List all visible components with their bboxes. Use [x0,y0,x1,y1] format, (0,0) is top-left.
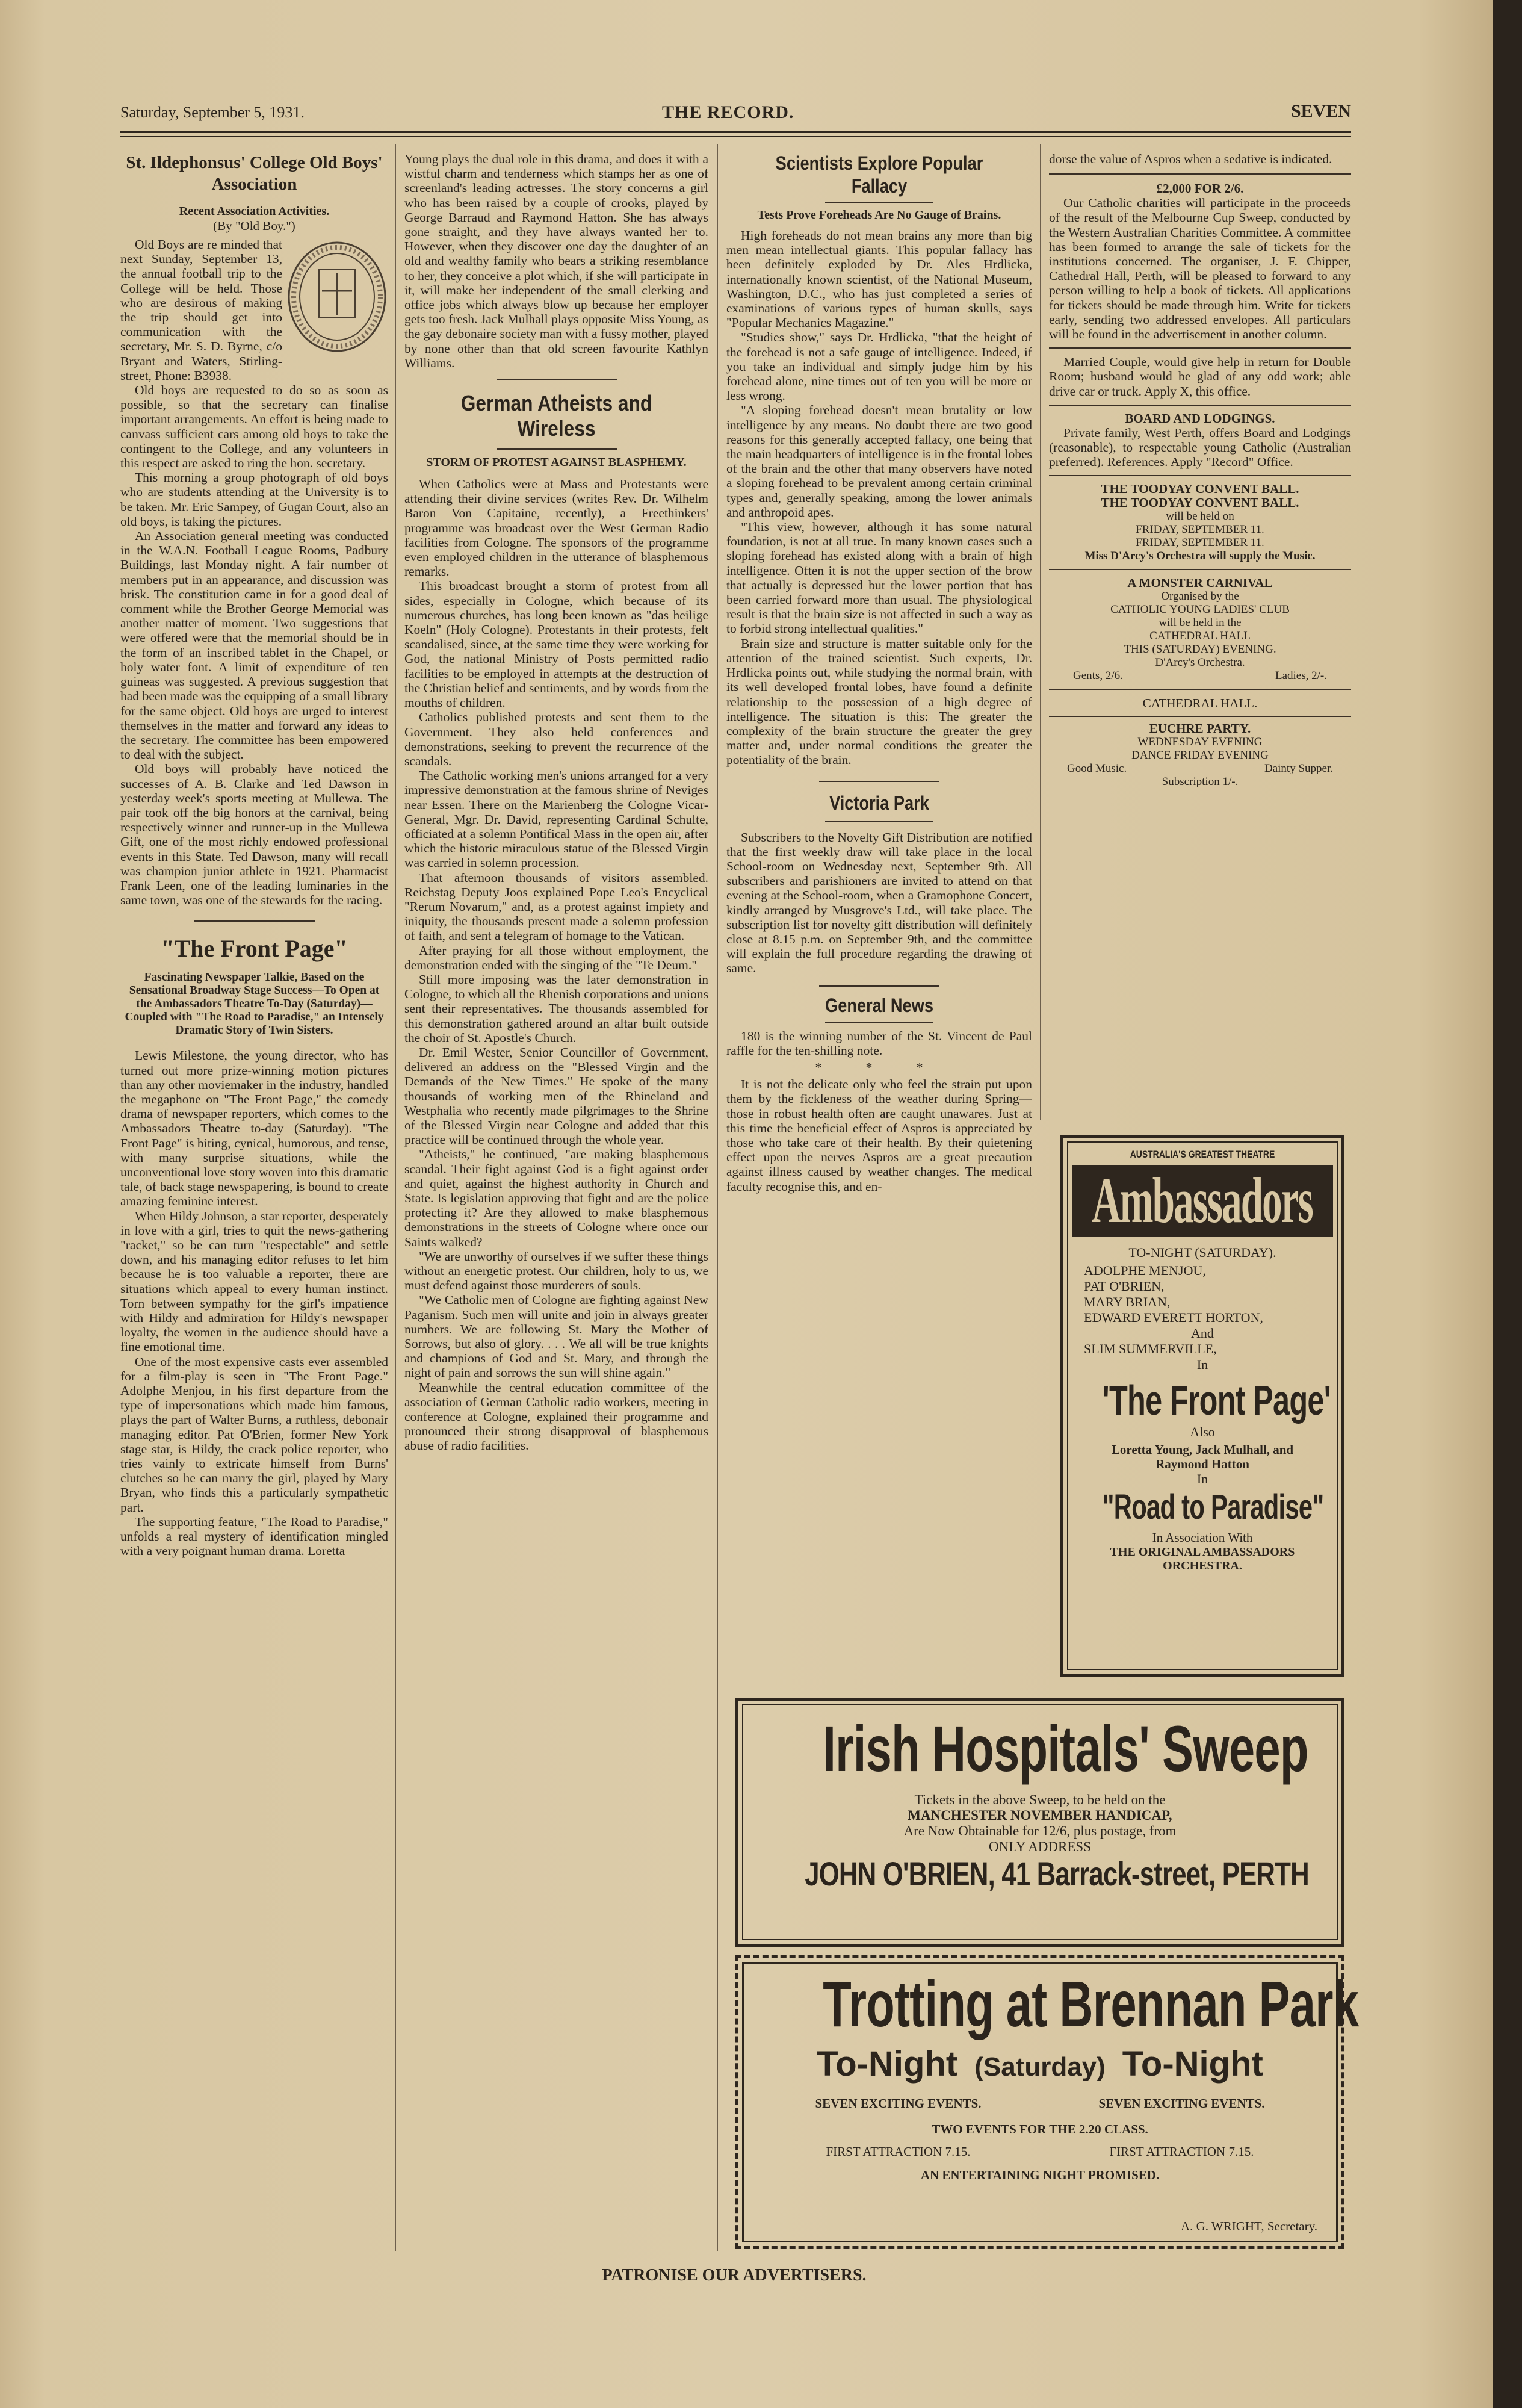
film-title: "Road to Paradise" [1102,1488,1324,1527]
ad-line: Are Now Obtainable for 12/6, plus postage, from [903,1823,1177,1839]
paragraph: Meanwhile the central education committee of the association of German Catholic radio workers, meeting in conference at Cologne, explained their programme and pronounced their strong disapproval of blasphemous abuse of radio facilities. [404,1380,708,1453]
paragraph: "We are unworthy of ourselves if we suffer these things without an energetic protest. Our children, holy to us, we must defend against those murderers of souls. [404,1249,708,1293]
attraction-time: FIRST ATTRACTION 7.15. [826,2144,971,2159]
notice-line: Subscription 1/-. [1162,775,1239,789]
notice-line: CATHEDRAL HALL [1149,630,1251,643]
divider [825,202,933,203]
column-rule [395,144,396,2251]
paragraph: "A sloping forehead doesn't mean brutality or low intelligence by any means. No doubt there are two good reasons for this generally accepted fallacy, one being that the main headquarters of intelligence is in the frontal lobes of the brain and the other that many observers have noted a sloping forehead to be prevalent among certain criminal types and, generally speaking, among the lower animals and anthropoid apes. [726,403,1032,520]
article-body [1049,196,1351,341]
ad-address: JOHN O'BRIEN, 41 Barrack-street, PERTH [805,1855,1309,1893]
article-subheading: Recent Association Activities. [179,205,330,218]
paragraph: Still more imposing was the later demonstration in Cologne, to which all the Rhenish corporations and unions sent their representatives. The thousands assembled for this demonstration gathered around an altar built outside the choir of St. Apostle's Church. [404,972,708,1045]
divider [1049,173,1351,175]
ad-line: MANCHESTER NOVEMBER HANDICAP, [908,1808,1172,1823]
cast-member: And [1191,1326,1214,1341]
notice-heading: THE TOODYAY CONVENT BALL. [1101,482,1299,497]
paragraph: When Hildy Johnson, a star reporter, desperately in love with a girl, tries to quit the news-gathering "racket," so be can turn "respectable" and settle down, and his managing editor refuses to let him because he is too valuable a reporter, there are situations which appeal to every human instinct. Torn between sympathy for the girl's impatience with Hildy and admiration for Hildy's newspaper loyalty, the women in the audience should have a fine emotional time. [120,1208,388,1354]
events-label: SEVEN EXCITING EVENTS. [1098,2096,1265,2111]
admission-gents: Gents, 2/6. [1073,669,1123,683]
ad-line: TO-NIGHT (SATURDAY). [1128,1245,1276,1260]
notice-line: FRIDAY, SEPTEMBER 11. [1136,523,1264,536]
separator-stars: * * * [815,1060,944,1075]
paragraph: Young plays the dual role in this drama, and does it with a wistful charm and tenderness which stamps her as one of screenland's leading actresses. The story concerns a girl who has been raised by a couple of crooks, played by George Barraud and Raymond Hatton. She has always gone straight, and they have always wanted her to. However, when they discover one day the daughter of an old and wealthy family who bears a striking resemblance to her, they conceive a plot which, if she will participate in it, will make her independent of the small clerking and office jobs which always blow up because her employer gets too fresh. Jack Mulhall plays opposite Miss Young, as the gay debonaire society man with a fussy mother, played by none other than that old screen favourite Kathlyn Williams. [404,152,708,370]
divider [1049,716,1351,717]
article-subheading: STORM OF PROTEST AGAINST BLASPHEMY. [426,456,687,470]
paragraph: High foreheads do not mean brains any more than big men mean intellectual giants. This popular fallacy has been definitely exploded by Dr. Ales Hrdlicka, internationally known scientist, of the National Museum, Washington, D.C., who has just completed a series of examinations of various types of human skulls, says "Popular Mechanics Magazine." [726,228,1032,330]
cast-member: MARY BRIAN, [1084,1294,1171,1309]
masthead [120,101,1351,125]
divider [497,379,617,380]
paragraph: "Atheists," he continued, "are making blasphemous scandal. Their fight against God is a fight against order and quiet, against the highest authority in Church and State. Is legislation approving that fight and are the police protecting it? Are they allowed to make blasphemous demonstrations in the streets of Cologne where once our Saints walked? [404,1147,708,1249]
article-body [1049,152,1351,166]
divider [1049,475,1351,476]
column-rule [1040,144,1041,1120]
page-number: SEVEN [1290,101,1351,121]
article-heading: German Atheists and Wireless [460,391,652,441]
paragraph: This morning a group photograph of old boys who are students attending at the University is to be taken. Mr. Eric Sampey, of Gugan Court, also an old boys, is taking the pictures. [120,470,388,529]
paragraph: Catholics published protests and sent them to the Government. They also held conferences and demonstrations, seeking to prevent the recurrence of the scandals. [404,710,708,768]
divider [819,781,939,782]
college-crest [286,240,388,354]
notice-line: will be held in the [1159,616,1242,630]
divider [825,821,933,822]
paragraph: The supporting feature, "The Road to Paradise," unfolds a real mystery of identification mingled with a very poignant human drama. Loretta [120,1514,388,1559]
article-body [726,1029,1032,1194]
article-body [726,228,1032,768]
events-label: SEVEN EXCITING EVENTS. [815,2096,982,2111]
ambassadors-ad [1060,1135,1344,1677]
paragraph: Lewis Milestone, the young director, who has turned out more prize-winning motion pictures than any other moviemaker in the industry, handled the megaphone on "The Front Page," the comedy drama of newspaper reporters, which comes to the Ambassadors Theatre to-day (Saturday). "The Front Page" is biting, cynical, humorous, and tense, with many surprise situations, while the unconventional love story woven into this dramatic tale, of back stage newspapering, is bound to create amazing feminine interest. [120,1048,388,1209]
article-heading: "The Front Page" [161,935,348,963]
paragraph: Our Catholic charities will participate in the proceeds of the result of the Melbourne Cup Sweep, conducted by the Western Australian Charities Committee. A committee has been formed to arrange the sale of tickets for the institutions concerned. The organiser, J. F. Chipper, Cathedral Hall, Perth, will be pleased to forward to any person willing to help a book of tickets. All applications for tickets should be made through him. Write for tickets early, sending two addressed envelopes. All particulars will be found in the advertisement in another column. [1049,196,1351,342]
notice-heading: CATHEDRAL HALL. [1142,696,1258,711]
divider [1049,689,1351,690]
paragraph: Private family, West Perth, offers Board and Lodgings (reasonable), to respectable young Catholic (Australian preferred). References. Apply "Record" Office. [1049,425,1351,470]
ad-line: Tickets in the above Sweep, to be held on the [914,1792,1166,1807]
article-body [404,477,708,1453]
notice-item: Good Music. [1067,762,1127,775]
cast-member: ADOLPHE MENJOU, [1084,1263,1206,1278]
cast-member: SLIM SUMMERVILLE, [1084,1341,1217,1356]
paragraph: When Catholics were at Mass and Protestants were attending their divine services (writes Rev. Dr. Wilhelm Baron Von Capitaine, recently), a Freethinkers' programme was broadcast over the West German Radio facilities from Cologne. The sponsors of the programme even employed children in the utterance of blasphemous remarks. [404,477,708,579]
divider [1049,347,1351,349]
divider [1049,405,1351,406]
tonight-label: To-Night [1122,2044,1263,2084]
notice-heading: £2,000 FOR 2/6. [1156,181,1244,196]
article-heading: Scientists Explore Popular Fallacy [775,152,983,197]
classified-ad [1049,426,1351,470]
notice-line: will be held on [1166,510,1234,523]
cast-member: In [1196,1357,1208,1372]
paragraph: "Studies show," says Dr. Hrdlicka, "that the height of the forehead is not a safe gauge of intelligence. Indeed, if you take an individual and simply judge him by his forehead alone, nine times out of ten you will be more or less wrong. [726,330,1032,403]
paragraph: After praying for all those without employment, the demonstration ended with the singing of the "Te Deum." [404,943,708,972]
paragraph: "We Catholic men of Cologne are fighting against New Paganism. Such men will unite and join in always greater numbers. We are following St. Mary the Mother of Sorrows, but also of glory. . . . We all will be true knights and champions of God and St. Mary, and through the night of pain and sorrows the sun will shine again." [404,1292,708,1380]
article-byline: (By "Old Boy.") [213,219,295,233]
book-binding-edge [1493,0,1522,2408]
theatre-name: Ambassadors [1092,1165,1313,1237]
article-subheading: Fascinating Newspaper Talkie, Based on the Sensational Broadway Stage Success—To Open at the Ambassadors Theatre To-Day (Saturday)—Coupled with "The Road to Paradise," an Intensely Dramatic Story of Twin Sisters. [125,971,384,1037]
notice-heading: A MONSTER CARNIVAL [1127,576,1273,591]
article-body [120,1048,388,1558]
masthead-rule-2 [120,136,1351,137]
paragraph: That afternoon thousands of visitors assembled. Reichstag Deputy Joos explained Pope Leo's Encyclical "Rerum Novarum," and, as a protest against impiety and iniquity, the thousands present made a solemn profession of faith, and sent a telegram of homage to the Vatican. [404,870,708,943]
attraction-time: FIRST ATTRACTION 7.15. [1109,2144,1254,2159]
ad-theatre-name [1072,1165,1333,1237]
saturday-label: (Saturday) [974,2052,1106,2082]
page-footer: PATRONISE OUR ADVERTISERS. [602,2266,867,2285]
notice-line [1049,762,1351,775]
paragraph: Old boys will probably have noticed the successes of A. B. Clarke and Ted Dawson in yesterday week's sports meeting at Mullewa. The pair took off the big honors at the carnival, being respectively winner and runner-up in the Mullewa Gift, one of the most richly endowed professional events in this State. Ted Dawson, many will recall was champion junior athlete in 1921. Pharmacist Frank Leen, one of the leading luminaries in the same town, was one of the stewards for the racing. [120,762,388,908]
article-body [404,152,708,370]
paragraph: Old boys are requested to do so as soon as possible, so that the secretary can finalise important arrangements. An effort is being made to canvass sufficient cars among old boys to take the contingent to the College, and any volunteers in this respect are asked to ring the hon. secretary. [120,383,388,471]
article-heading: General News [825,994,933,1016]
notice-heading: THE TOODYAY CONVENT BALL. [1101,495,1299,510]
issue-date: Saturday, September 5, 1931. [120,104,305,121]
notice-line: CATHOLIC YOUNG LADIES' CLUB [1110,603,1290,616]
divider [497,448,617,450]
notice-item: Dainty Supper. [1264,762,1333,775]
cast-member: PAT O'BRIEN, [1084,1279,1165,1294]
paragraph: "This view, however, although it has some natural foundation, is not at all true. In many known cases such a sloping forehead has existed along with a brain of high intelligence. Often it is not the upper section of the brow that actually is depressed but the lower portion that has been carried forward more than usual. The physiological result is that the brain size is not affected in such a way as to forbid strong intellectual qualities." [726,520,1032,636]
divider [819,985,939,987]
notice-line: Miss D'Arcy's Orchestra will supply the Music. [1084,550,1316,563]
paragraph: dorse the value of Aspros when a sedative is indicated. [1049,152,1332,166]
paragraph: The Catholic working men's unions arranged for a very impressive demonstration at the famous shrine of Neviges near Essen. There on the Marienberg the Cologne Vicar-General, Mgr. Dr. David, representing Cardinal Schulte, officiated at a solemn Pontifical Mass in the open air, after which the historic miraculous statue of the Blessed Virgin was carried in solemn procession. [404,768,708,870]
ad-line: Loretta Young, Jack Mulhall, and Raymond Hatton [1111,1442,1294,1471]
column-1 [120,152,388,2247]
ad-line: TWO EVENTS FOR THE 2.20 CLASS. [932,2122,1148,2136]
article-subheading: Tests Prove Foreheads Are No Gauge of Brains. [757,208,1001,222]
paragraph: This broadcast brought a storm of protest from all sides, especially in Cologne, which because of its numerous churches, has long been known as "das heilige Koeln" (Holy Cologne). Protestants in their protests, felt scandalised, since, at the same time they were working for God, the national Ministry of Posts permitted radio facilities to be employed in attempts at the destruction of the Christian belief and sentiments, and by words from the mouths of children. [404,579,708,710]
column-rule [717,144,718,2251]
divider [194,920,315,922]
article-body [726,830,1032,976]
admission-ladies: Ladies, 2/-. [1275,669,1327,683]
masthead-rule [120,131,1351,133]
notice-line: WEDNESDAY EVENING [1137,736,1263,749]
column-3 [726,152,1032,1332]
tonight-label: To-Night [817,2044,958,2084]
paragraph: One of the most expensive casts ever assembled for a film-play is seen in "The Front Page." Adolphe Menjou, in his first departure from the type of impersonations which made him famous, plays the part of Walter Burns, a ruthless, debonair managing editor. Pat O'Brien, former New York stage star, is Hildy, the crack police reporter, who tries vainly to extricate himself from Burns' clutches so he can marry the girl, played by Mary Bryan, who finds this a particularly sympathetic part. [120,1354,388,1515]
notice-line: THIS (SATURDAY) EVENING. [1124,643,1276,656]
cast-member: EDWARD EVERETT HORTON, [1084,1310,1263,1325]
notice-line: DANCE FRIDAY EVENING [1131,749,1269,762]
ad-title: Irish Hospitals' Sweep [823,1712,1308,1785]
divider [1049,569,1351,570]
notice-line [1049,669,1351,683]
article-heading: St. Ildephonsus' College Old Boys' Association [126,153,383,194]
film-title: 'The Front Page' [1102,1377,1331,1424]
paragraph: An Association general meeting was conducted in the W.A.N. Football League Rooms, Padbury Buildings, last Monday night. A fair number of members put in an appearance, and discussion was brisk. The constitution came in for a good deal of comment while the Brother George Memorial was another matter of moment. Two suggestions that were offered were that the memorial should be in the form of an inscribed tablet in the Chapel, or holy water font. A limit of expenditure of ten guineas was suggested. A previous suggestion that had been made was the equipping of a small library for the same object. Old boys are urged to interest themselves in the matter and forward any ideas to the secretary. The committee has been empowered to deal with the subject. [120,529,388,762]
trotting-ad [735,1955,1359,2249]
ad-line: In Association With [1152,1530,1253,1545]
notice-heading: EUCHRE PARTY. [1149,721,1251,736]
classified-ad [1049,355,1351,399]
ad-line: Also [1190,1424,1215,1439]
notice-heading: BOARD AND LODGINGS. [1125,411,1275,426]
paragraph: Brain size and structure is matter suitable only for the attention of the trained scientist. Such experts, Dr. Hrdlicka points out, while studying the normal brain, with its well developed frontal lobes, have found a definite relationship to the possession of a high degree of intelligence. The situation is this: The greater the complexity of the brain structure the greater the grey matter and, under normal conditions the greater the potentiality of the brain. [726,636,1032,768]
paragraph: Married Couple, would give help in return for Double Room; husband would be glad of any odd work; able drive car or truck. Apply X, this office. [1049,355,1351,399]
ad-line: ONLY ADDRESS [988,1839,1091,1854]
notice-line: FRIDAY, SEPTEMBER 11. [1136,536,1264,550]
notice-line: D'Arcy's Orchestra. [1155,656,1245,669]
paper-title: THE RECORD. [662,102,794,122]
ad-line: AN ENTERTAINING NIGHT PROMISED. [920,2168,1160,2182]
ad-line: In [1196,1471,1208,1486]
notice-line: Organised by the [1161,590,1239,603]
paragraph: It is not the delicate only who feel the strain put upon them by the fickleness of the weather during Spring—those in robust health often are caught unawares. Just at this time the beneficial effect of Aspros is appreciated by those who take care of their health. By their quietening effect upon the nerves Aspros are a great precaution against illness caused by weather changes. The medical faculty recognise this, and en- [726,1077,1032,1194]
paragraph: Dr. Emil Wester, Senior Councillor of Government, delivered an address on the "Blessed Virgin and the Demands of the New Times." He spoke of the many thousands of working men of the Rhineland and Westphalia who recently made pilgrimages to the Shrine of the Blessed Virgin near Cologne and added that this practice will be continued through the whole year. [404,1044,708,1147]
ad-secretary: A. G. WRIGHT, Secretary. [1180,2219,1317,2233]
article-heading: Victoria Park [829,792,929,814]
irish-sweep-ad [735,1698,1344,1947]
paragraph: Old Boys are re minded that next Sunday, September 13, the annual football trip to the College will be held. Those who are desirous of making the trip should get into communication with the secretary, Mr. S. D. Byrne, c/o Bryant and Waters, Stirling-street, Phone: B3938. [120,237,282,383]
paragraph: 180 is the winning number of the St. Vincent de Paul raffle for the ten-shilling note. [726,1028,1032,1058]
ad-tagline: AUSTRALIA'S GREATEST THEATRE [1130,1149,1275,1160]
divider [825,1022,933,1023]
paragraph: Subscribers to the Novelty Gift Distribution are notified that the first weekly draw will take place in the local School-room on Wednesday next, September 9th. All subscribers and parishioners are invited to attend on that evening at the School-room, when a Gramophone Concert, kindly arranged by Musgrove's Ltd., will take place. The subscription list for novelty gift distribution will definitely close at 8.15 p.m. on September 9th, and the committee will explain the full procedure regarding the drawing of same. [726,830,1032,976]
ad-line: THE ORIGINAL AMBASSADORS ORCHESTRA. [1110,1545,1295,1572]
column-2 [404,152,708,2247]
column-4 [1049,152,1351,1139]
ad-title: Trotting at Brennan Park [823,1967,1359,2040]
